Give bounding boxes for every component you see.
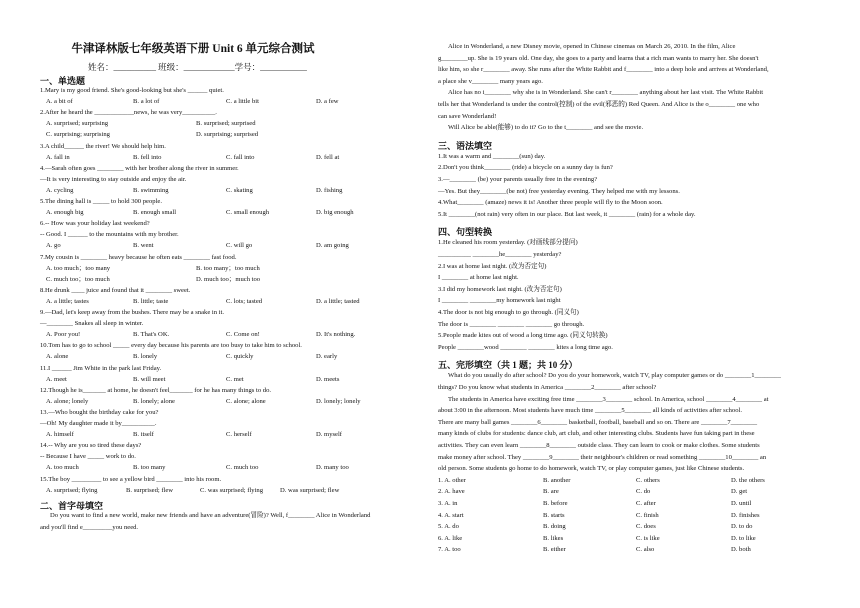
answer-option: A. fall in xyxy=(46,153,70,161)
answer-option: B. went xyxy=(133,242,154,250)
answer-option: C. a little bit xyxy=(226,98,259,106)
answer-option: A. go xyxy=(46,242,61,250)
answer-option: C. met xyxy=(226,375,244,383)
answer-option: B. too many；too much xyxy=(196,264,260,272)
cloze-option: C. after xyxy=(636,500,656,507)
question-stem: 1.Mary is my good friend. She's good-looking but she's ______ quiet. xyxy=(40,87,224,94)
answer-option: D. early xyxy=(316,353,338,361)
answer-option: B. itself xyxy=(133,431,154,439)
cloze-option: B. starts xyxy=(543,511,565,519)
question-stem: 6.-- How was your holiday last weekend? xyxy=(40,220,150,228)
cloze-option: C. others xyxy=(636,476,660,484)
question-stem: 12.Though he is_______ at home, he doesn't feel_______ for he has many things to do. xyxy=(40,386,272,394)
answer-option: A. a little; tastes xyxy=(46,297,89,305)
cloze-line: about 3:00 in the afternoon. Most students have much time ________5________ all kinds of activities after school. xyxy=(438,407,742,415)
question-stem: 15.The boy _________ to see a yellow bird ________ into his room. xyxy=(40,475,222,483)
cloze-option: 2. A. have xyxy=(438,488,465,496)
cloze-line: activities. They can even learn ________8________ outside class. They can learn to cook or make clothes. Some students xyxy=(438,442,760,449)
answer-option: C. herself xyxy=(226,431,252,439)
grammar-item: 5.It ________(not rain) very often in our place. But last week, it ________ (rain) for a whole day. xyxy=(438,210,696,218)
transform-item: 5.People made kites out of wood a long time ago. (同义句转换) xyxy=(438,332,608,340)
answer-option: C. much too xyxy=(226,464,259,472)
question-stem: 9.—Dad, let's keep away from the bushes. There may be a snake in it. xyxy=(40,309,224,316)
question-stem: 13.—Who bought the birthday cake for you? xyxy=(40,408,159,416)
question-stem: 7.My cousin is ________ heavy because he often eats ________ fast food. xyxy=(40,253,237,261)
cloze-option: 5. A. do xyxy=(438,523,459,531)
answer-option: B. little; taste xyxy=(133,297,169,305)
cloze-option: B. doing xyxy=(543,523,566,531)
answer-option: B. fell into xyxy=(133,153,162,161)
section-heading: 二、首字母填空 xyxy=(40,500,104,511)
answer-option: D. am going xyxy=(316,242,349,250)
cloze-option: B. likes xyxy=(543,534,564,542)
answer-option: B. too many xyxy=(133,464,166,472)
cloze-line: make money after school. They ________9________ their neighbour's children or read something ________10________ an xyxy=(438,453,767,461)
page-title: 牛津译林版七年级英语下册 Unit 6 单元综合测试 xyxy=(71,43,315,55)
cloze-option: D. until xyxy=(731,500,752,507)
answer-option: D. a little; tasted xyxy=(316,297,360,305)
cloze-option: 4. A. start xyxy=(438,511,464,519)
cloze-line: What do you usually do after school? Do you do your homework, watch TV, play computer games or do ________1________ xyxy=(448,372,781,380)
cloze-option: 7. A. too xyxy=(438,546,461,554)
transform-item: I ________ ________my homework last night xyxy=(438,297,561,305)
answer-option: C. will go xyxy=(226,242,253,250)
question-stem: 2.After he heard the ____________news, he was very__________. xyxy=(40,109,217,117)
answer-option: A. cycling xyxy=(46,186,74,194)
transform-item: I ________ at home last night. xyxy=(438,274,519,282)
passage-line: Alice in Wonderland, a new Disney movie, opened in Chinese cinemas on March 26, 2010. In the film, Alice xyxy=(448,43,736,50)
question-stem: 5.The dining hall is _____ to hold 300 people. xyxy=(40,198,162,205)
cloze-option: D. to do xyxy=(731,523,753,531)
passage-line: Do you want to find a new world, make new friends and have an adventure(冒险)? Well, f________ Alice in Wonderland xyxy=(50,511,371,519)
cloze-option: B. another xyxy=(543,476,571,484)
passage-line: like him, so she r________ away. She runs after the White Rabbit and f________ into a deep hole and arrives at Wonderland, xyxy=(438,66,769,74)
passage-line: tells her that Wonderland is under the control(控制) of the evil(邪恶的) Red Queen. And Alice is the o________ one who xyxy=(438,101,760,108)
answer-option: C. alone; alone xyxy=(226,397,266,405)
cloze-option: B. are xyxy=(543,488,559,496)
grammar-item: 1.It was a warm and ________(sun) day. xyxy=(438,152,546,160)
cloze-option: D. the others xyxy=(731,476,765,484)
cloze-option: D. finishes xyxy=(731,511,760,519)
answer-option: D. surprising; surprised xyxy=(196,131,259,139)
cloze-option: C. finish xyxy=(636,511,659,519)
passage-line: and you'll find e_________you need. xyxy=(40,523,139,531)
answer-option: D. many too xyxy=(316,464,349,472)
question-stem: -- Because I have _____ work to do. xyxy=(40,453,136,461)
question-stem: —Oh! My daughter made it by__________. xyxy=(40,420,157,427)
answer-option: C. surprising; surprising xyxy=(46,131,110,139)
answer-option: B. surprised; surprised xyxy=(196,120,256,128)
answer-option: B. swimming xyxy=(133,186,169,194)
cloze-option: C. also xyxy=(636,546,655,554)
answer-option: D. much too；much too xyxy=(196,275,261,283)
cloze-option: 6. A. like xyxy=(438,534,463,542)
answer-option: B. lonely; alone xyxy=(133,397,175,405)
answer-option: D. a few xyxy=(316,98,339,106)
transform-item: 1.He cleaned his room yesterday. (对画线部分提问) xyxy=(438,239,578,247)
grammar-item: 3.—________ (be) your parents usually free in the evening? xyxy=(438,176,598,183)
passage-line: a place she v________ many years ago. xyxy=(438,77,543,85)
cloze-option: C. is like xyxy=(636,534,660,542)
grammar-item: 2.Don't you think________ (ride) a bicycle on a sunny day is fun? xyxy=(438,164,613,172)
question-stem: 3.A child______ the river! We should help him. xyxy=(40,142,166,150)
answer-option: A. too much xyxy=(46,464,79,472)
passage-line: Will Alice be able(能够) to do it? Go to the t________ and see the movie. xyxy=(448,124,644,132)
transform-item: People ________wood ________ ________ kites a long time ago. xyxy=(438,343,613,351)
section-heading: 一、单选题 xyxy=(40,76,86,86)
grammar-item: —Yes. But they________(be not) free yesterday evening. They helped me with my lessons. xyxy=(438,187,680,195)
answer-option: B. That's OK. xyxy=(133,331,170,339)
cloze-line: things? Do you know what students in America ________2________ after school? xyxy=(438,384,657,391)
section-heading: 三、语法填空 xyxy=(438,140,493,151)
passage-line: g________up. She is 19 years old. One day, she goes to a party and learns that a rich man wants to marry her. She doesn't xyxy=(438,54,759,62)
answer-option: C. much too；too much xyxy=(46,275,110,283)
answer-option: D. It's nothing. xyxy=(316,331,356,339)
answer-option: A. surprised; flying xyxy=(46,486,98,494)
answer-option: A. a bit of xyxy=(46,98,73,106)
section-heading: 五、完形填空（共 1 题；共 10 分） xyxy=(438,360,578,371)
answer-option: A. Poor you! xyxy=(46,331,81,339)
name-class-id-line: 姓名：__________ 班级：____________学号：___________ xyxy=(88,62,307,72)
question-stem: 11.I ______ Jim White in the park last Friday. xyxy=(40,364,162,372)
answer-option: A. surprised; surprising xyxy=(46,120,109,128)
cloze-line: many kinds of clubs for students: dance club, art club, and other interesting clubs. Students have fun taking part in these xyxy=(438,430,755,438)
cloze-option: C. do xyxy=(636,488,651,496)
cloze-option: 1. A. other xyxy=(438,476,466,484)
cloze-option: D. both xyxy=(731,546,751,554)
transform-item: 2.I was at home last night. (改为否定句) xyxy=(438,262,547,270)
transform-item: __________ ________he________ yesterday? xyxy=(438,251,562,258)
transform-item: 3.I did my homework last night. (改为否定句) xyxy=(438,285,562,293)
section-heading: 四、句型转换 xyxy=(438,227,493,238)
cloze-option: D. to like xyxy=(731,534,756,542)
answer-option: D. meets xyxy=(316,375,340,383)
answer-option: D. big enough xyxy=(316,209,354,217)
answer-option: D. fell at xyxy=(316,153,340,161)
answer-option: B. lonely xyxy=(133,353,158,361)
answer-option: B. will meet xyxy=(133,375,166,383)
answer-option: C. was surprised; flying xyxy=(200,486,264,494)
answer-option: D. myself xyxy=(316,431,343,439)
cloze-option: 3. A. in xyxy=(438,500,458,507)
transform-item: The door is ________ ________ ________ go through. xyxy=(438,320,585,328)
passage-line: can save Wonderland! xyxy=(438,112,497,120)
answer-option: B. a lot of xyxy=(133,98,160,106)
cloze-line: old person. Some students go home to do homework, watch TV, or play computer games, just like Chinese students. xyxy=(438,465,745,473)
answer-option: D. lonely; lonely xyxy=(316,397,361,405)
question-stem: 10.Tom has to go to school _____ every day because his parents are too busy to take him to school. xyxy=(40,342,302,350)
question-stem: 8.He drunk ____ juice and found that it ________ sweet. xyxy=(40,286,191,294)
answer-option: A. too much；too many xyxy=(46,264,111,272)
cloze-option: D. get xyxy=(731,488,748,496)
cloze-line: The students in America have exciting free time ________3________ school. In America, school ________4________ at xyxy=(448,395,769,403)
grammar-item: 4.What________ (amaze) news it is! Another three people will fly to the Moon soon. xyxy=(438,199,663,207)
question-stem: 4.—Sarah often goes ________ with her brother along the river in summer. xyxy=(40,164,239,172)
answer-option: C. Come on! xyxy=(226,331,260,339)
answer-option: B. surprised; flew xyxy=(126,486,174,494)
passage-line: Alice has no i________ why she is in Wonderland. She can't r________ anything about her last visit. The White Rabbit xyxy=(448,89,764,97)
answer-option: C. quickly xyxy=(226,353,254,361)
transform-item: 4.The door is not big enough to go through. (同义句) xyxy=(438,309,579,316)
answer-option: D. fishing xyxy=(316,186,343,194)
answer-option: A. alone xyxy=(46,353,69,361)
cloze-line: There are many ball games ________6________ basketball, football, baseball and so on. There are ________7________ xyxy=(438,418,758,426)
answer-option: B. enough small xyxy=(133,209,177,217)
question-stem: 14.-- Why are you so tired these days? xyxy=(40,442,142,450)
question-stem: —________ Snakes all sleep in winter. xyxy=(40,320,144,328)
answer-option: A. enough big xyxy=(46,209,84,217)
answer-option: D. was surprised; flew xyxy=(280,486,340,494)
cloze-option: C. does xyxy=(636,523,656,531)
answer-option: C. small enough xyxy=(226,209,270,217)
answer-option: C. skating xyxy=(226,186,253,194)
answer-option: A. alone; lonely xyxy=(46,397,89,405)
cloze-option: B. either xyxy=(543,546,566,554)
answer-option: C. lots; tasted xyxy=(226,297,263,305)
question-stem: -- Good. I ______ to the mountains with my brother. xyxy=(40,231,179,239)
question-stem: —It is very interesting to stay outside and enjoy the air. xyxy=(40,175,187,183)
answer-option: A. meet xyxy=(46,375,67,383)
answer-option: C. fall into xyxy=(226,153,255,161)
cloze-option: B. before xyxy=(543,500,568,507)
answer-option: A. himself xyxy=(46,431,74,439)
